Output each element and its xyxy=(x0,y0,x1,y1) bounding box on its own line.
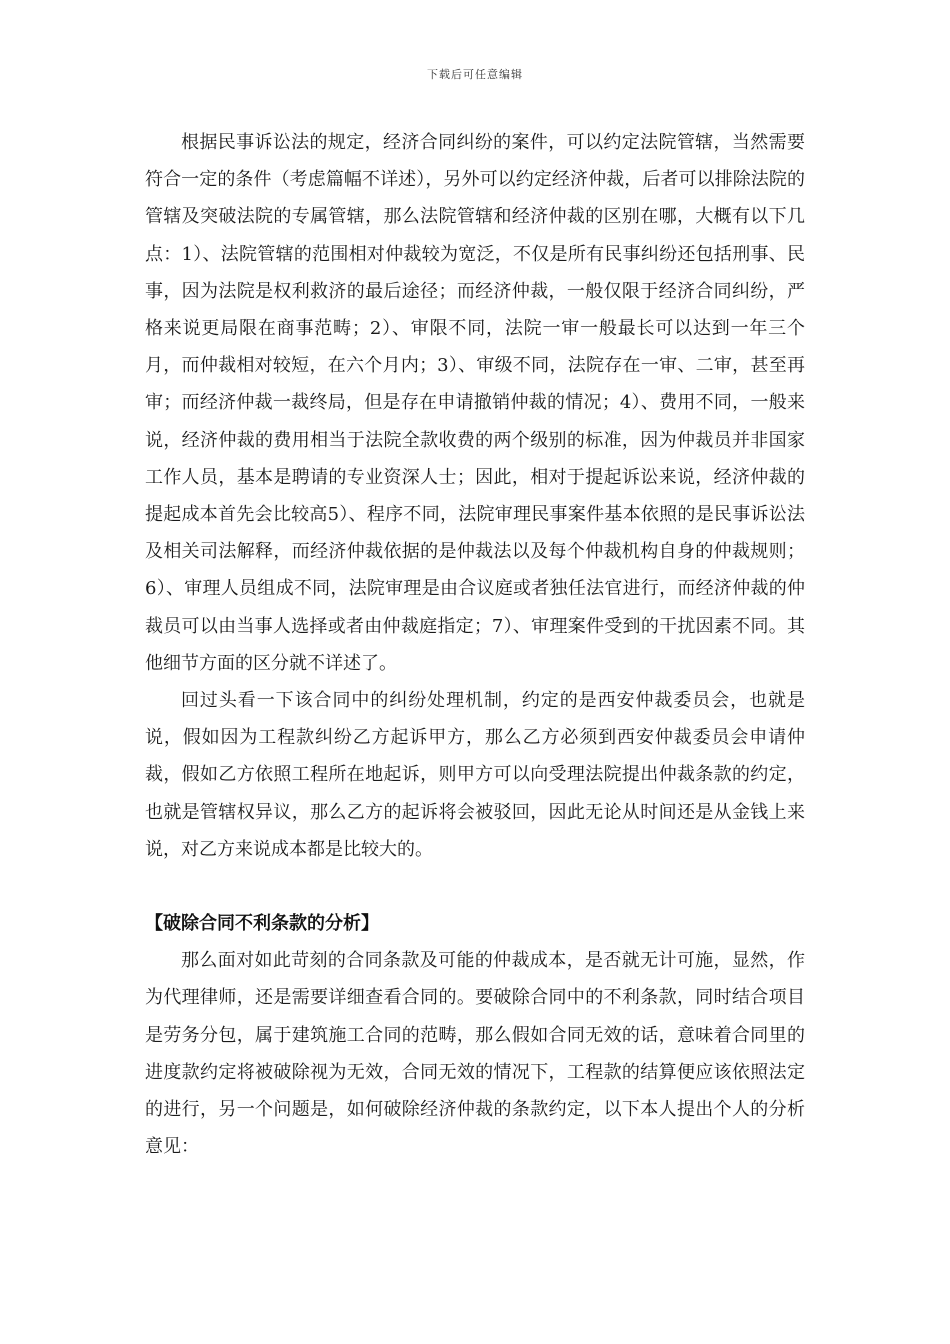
header-note: 下载后可任意编辑 xyxy=(427,68,523,81)
paragraph-breaking-unfavorable-terms: 那么面对如此苛刻的合同条款及可能的仲裁成本，是否就无计可施，显然，作为代理律师，还是需要详细查看合同的。要破除合同中的不利条款，同时结合项目是劳务分包，属于建筑施工合同的范畴，那么假如合同无效的话，意味着合同里的进度款约定将被破除视为无效，合同无效的情况下，工程款的结算便应该依照法定的进行，另一个问题是，如何破除经济仲裁的条款约定，以下本人提出个人的分析意见： xyxy=(145,950,805,1158)
paragraph-court-vs-arbitration: 根据民事诉讼法的规定，经济合同纠纷的案件，可以约定法院管辖，当然需要符合一定的条件（考虑篇幅不详述），另外可以约定经济仲裁，后者可以排除法院的管辖及突破法院的专属管辖，那么法院管辖和经济仲裁的区别在哪，大概有以下几点：1）、法院管辖的范围相对仲裁较为宽泛，不仅是所有民事纠纷还包括刑事、民事，因为法院是权利救济的最后途径；而经济仲裁，一般仅限于经济合同纠纷，严格来说更局限在商事范畴；2）、审限不同，法院一审一般最长可以达到一年三个月，而仲裁相对较短，在六个月内；3）、审级不同，法院存在一审、二审，甚至再审；而经济仲裁一裁终局，但是存在申请撤销仲裁的情况；4）、费用不同，一般来说，经济仲裁的费用相当于法院全款收费的两个级别的标准，因为仲裁员并非国家工作人员，基本是聘请的专业资深人士；因此，相对于提起诉讼来说，经济仲裁的提起成本首先会比较高5）、程序不同，法院审理民事案件基本依照的是民事诉讼法及相关司法解释，而经济仲裁依据的是仲裁法以及每个仲裁机构自身的仲裁规则；6）、审理人员组成不同，法院审理是由合议庭或者独任法官进行，而经济仲裁的仲裁员可以由当事人选择或者由仲裁庭指定；7）、审理案件受到的干扰因素不同。其他细节方面的区分就不详述了。 xyxy=(145,132,805,674)
section-heading: 【破除合同不利条款的分析】 xyxy=(145,913,379,935)
paragraph-contract-dispute-mechanism: 回过头看一下该合同中的纠纷处理机制，约定的是西安仲裁委员会，也就是说，假如因为工程款纠纷乙方起诉甲方，那么乙方必须到西安仲裁委员会申请仲裁，假如乙方依照工程所在地起诉，则甲方可以向受理法院提出仲裁条款的约定，也就是管辖权异议，那么乙方的起诉将会被驳回，因此无论从时间还是从金钱上来说，对乙方来说成本都是比较大的。 xyxy=(145,690,805,860)
document-body xyxy=(145,124,805,1165)
